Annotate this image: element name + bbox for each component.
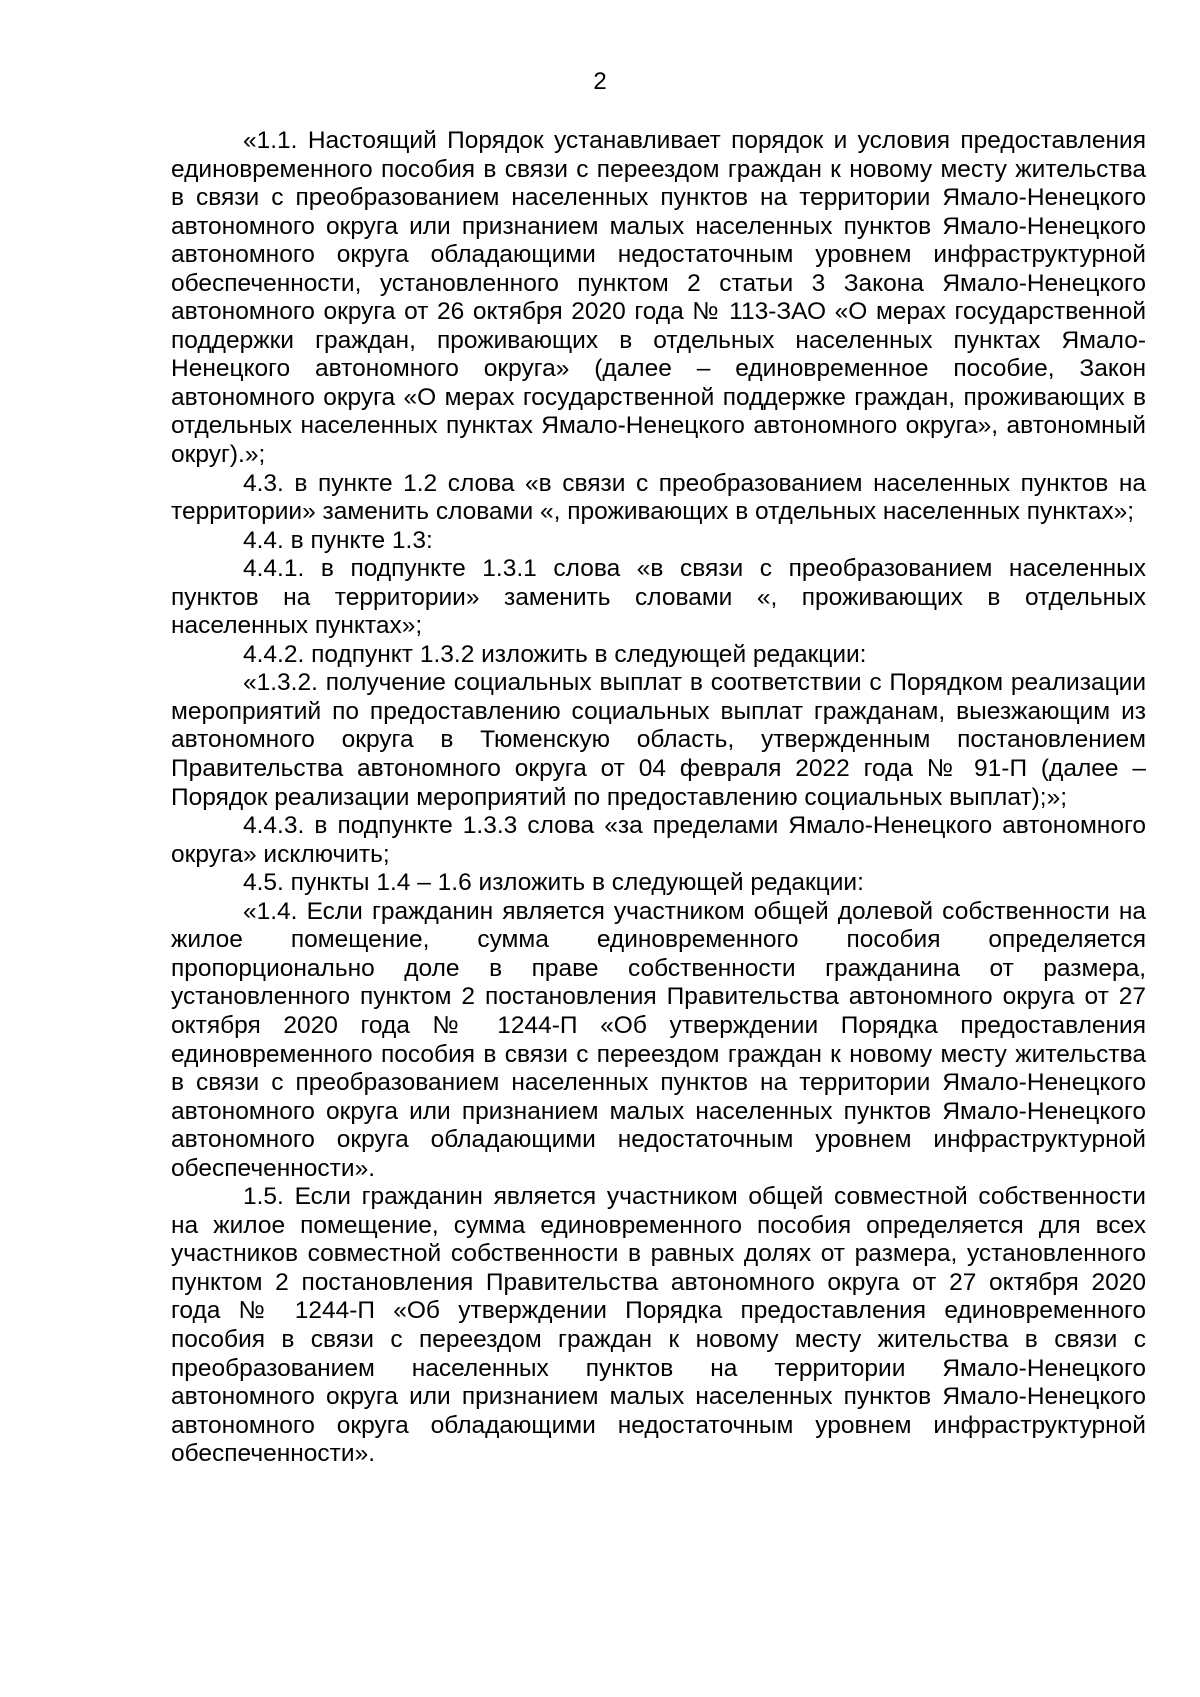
paragraph-4-4-2: 4.4.2. подпункт 1.3.2 изложить в следующей редакции:	[243, 640, 867, 668]
document-body	[171, 127, 1146, 1469]
paragraph-1-5: 1.5. Если гражданин является участником общей совместной собственности на жилое помещение, сумма единовременного пособия определяется для всех участников совместной собственности в равных долях от размера, установленного пунктом 2 постановления Правительства автономного округа от 27 октября 2020 года № 1244-П «Об утверждении Порядка предоставления единовременного пособия в связи с переездом граждан к новому месту жительства в связи с преобразованием населенных пунктов на территории Ямало-Ненецкого автономного округа или признанием малых населенных пунктов Ямало-Ненецкого автономного округа обладающими недостаточным уровнем инфраструктурной обеспеченности».	[171, 1183, 1146, 1468]
paragraph-1-4: «1.4. Если гражданин является участником общей долевой собственности на жилое помещение, сумма единовременного пособия определяется пропорционально доле в праве собственности гражданина от размера, установленного пунктом 2 постановления Правительства автономного округа от 27 октября 2020 года № 1244-П «Об утверждении Порядка предоставления единовременного пособия в связи с переездом граждан к новому месту жительства в связи с преобразованием населенных пунктов на территории Ямало-Ненецкого автономного округа или признанием малых населенных пунктов Ямало-Ненецкого автономного округа обладающими недостаточным уровнем инфраструктурной обеспеченности».	[171, 897, 1146, 1182]
paragraph-1-1: «1.1. Настоящий Порядок устанавливает порядок и условия предоставления единовременного пособия в связи с переездом граждан к новому месту жительства в связи с преобразованием населенных пунктов на территории Ямало-Ненецкого автономного округа или признанием малых населенных пунктов Ямало-Ненецкого автономного округа обладающими недостаточным уровнем инфраструктурной обеспеченности, установленного пунктом 2 статьи 3 Закона Ямало-Ненецкого автономного округа от 26 октября 2020 года № 113-ЗАО «О мерах государственной поддержки граждан, проживающих в отдельных населенных пунктах Ямало-Ненецкого автономного округа» (далее – единовременное пособие, Закон автономного округа «О мерах государственной поддержке граждан, проживающих в отдельных населенных пунктах Ямало-Ненецкого автономного округа», автономный округ).»;	[171, 127, 1146, 469]
paragraph-1-3-2: «1.3.2. получение социальных выплат в соответствии с Порядком реализации мероприятий по предоставлению социальных выплат гражданам, выезжающим из автономного округа в Тюменскую область, утвержденным постановлением Правительства автономного округа от 04 февраля 2022 года № 91-П (далее – Порядок реализации мероприятий по предоставлению социальных выплат);»;	[171, 669, 1146, 811]
paragraph-4-4-1: 4.4.1. в подпункте 1.3.1 слова «в связи с преобразованием населенных пунктов на территории» заменить словами «, проживающих в отдельных населенных пунктах»;	[171, 555, 1146, 640]
paragraph-4-4-3: 4.4.3. в подпункте 1.3.3 слова «за пределами Ямало-Ненецкого автономного округа» исключить;	[171, 812, 1146, 868]
paragraph-4-5: 4.5. пункты 1.4 – 1.6 изложить в следующей редакции:	[243, 869, 864, 897]
paragraph-4-4: 4.4. в пункте 1.3:	[243, 526, 433, 554]
paragraph-4-3: 4.3. в пункте 1.2 слова «в связи с преобразованием населенных пунктов на территории» заменить словами «, проживающих в отдельных населенных пунктах»;	[171, 469, 1146, 526]
page-number: 2	[593, 68, 607, 95]
